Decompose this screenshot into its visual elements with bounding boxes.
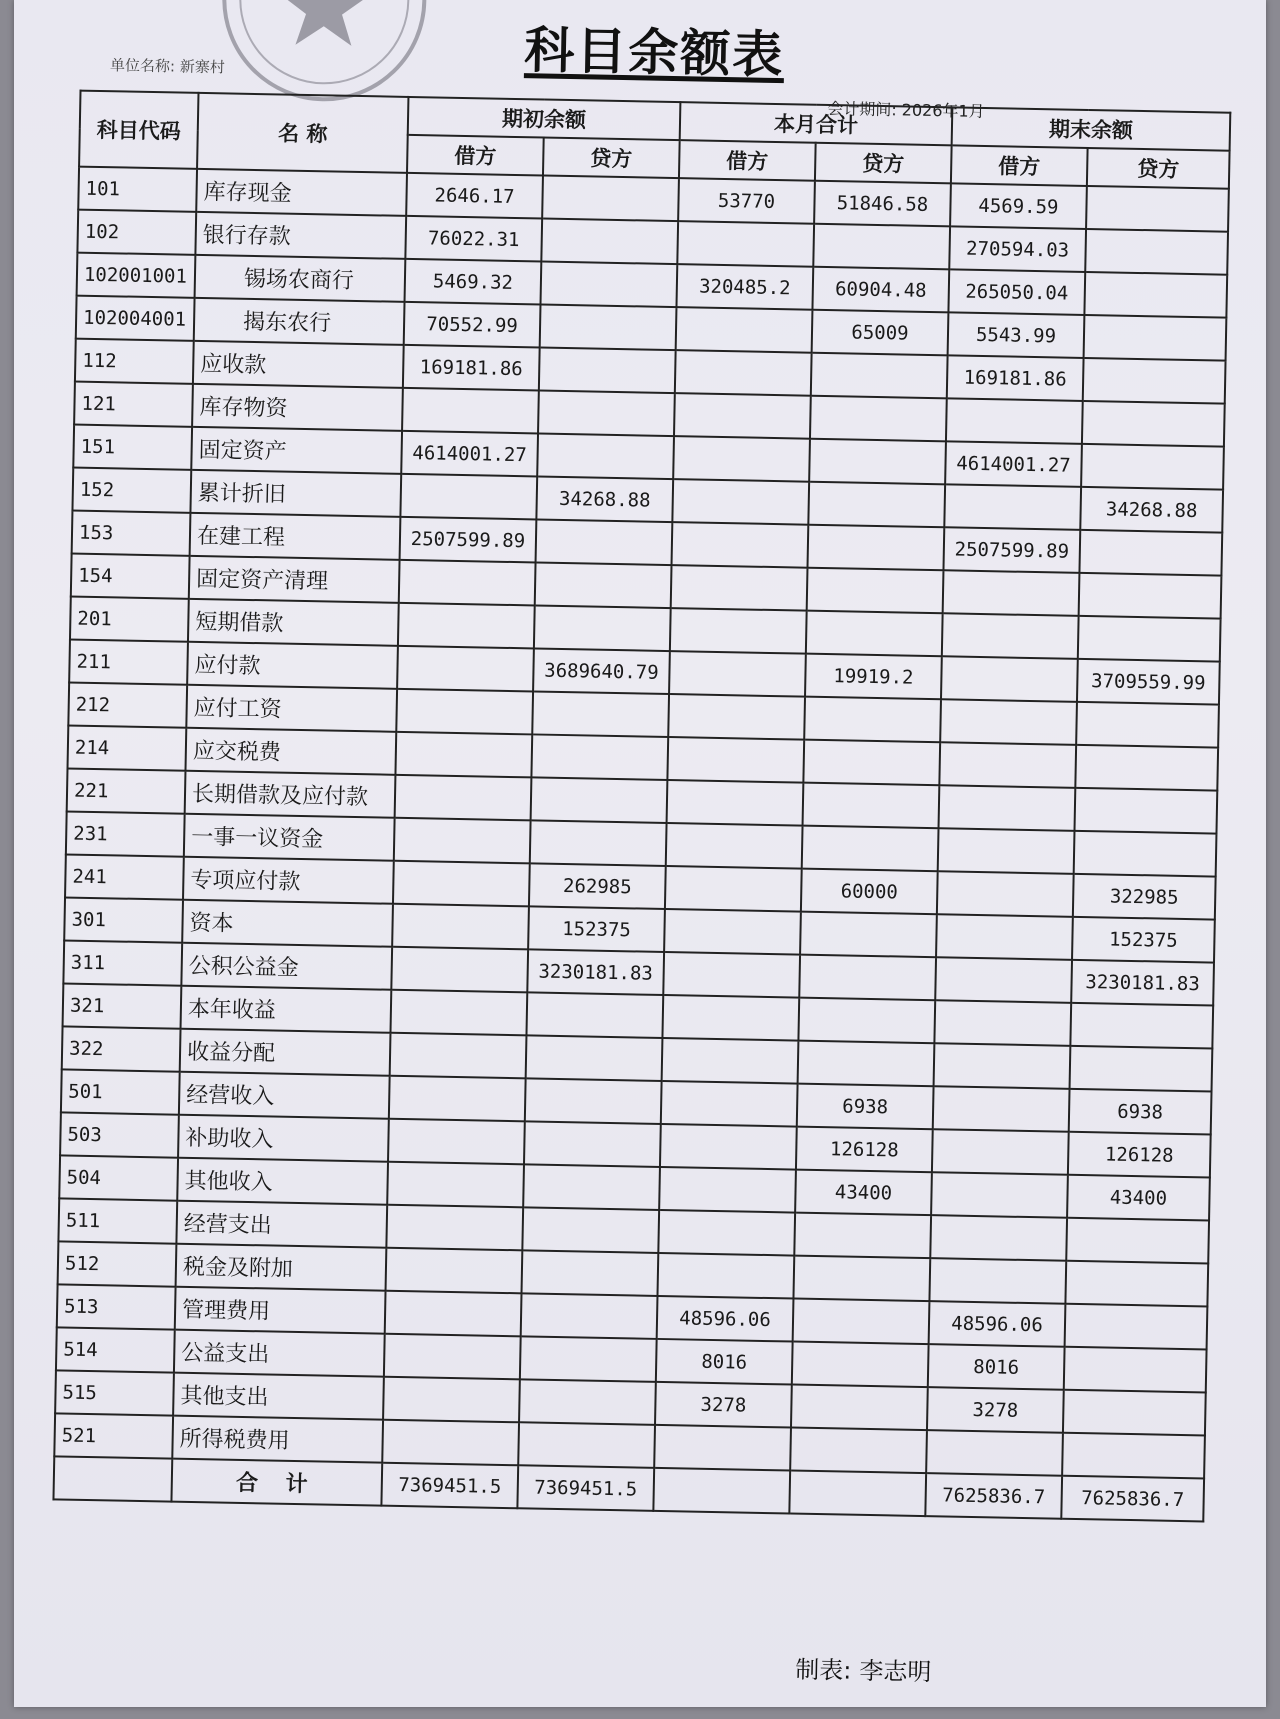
account-name: 专项应付款 xyxy=(183,857,394,904)
closing-debit xyxy=(943,570,1080,616)
opening-credit xyxy=(540,262,677,308)
month-debit xyxy=(675,350,812,396)
month-debit xyxy=(662,1038,799,1084)
opening-credit xyxy=(524,1121,661,1167)
closing-debit: 2507599.89 xyxy=(943,527,1080,573)
account-name: 公益支出 xyxy=(174,1330,385,1377)
account-name: 资本 xyxy=(182,900,393,947)
month-debit: 8016 xyxy=(656,1339,793,1385)
closing-credit: 43400 xyxy=(1067,1175,1210,1221)
closing-credit: 34268.88 xyxy=(1080,487,1223,533)
opening-debit: 2646.17 xyxy=(406,173,543,219)
opening-debit xyxy=(388,1119,525,1165)
opening-credit xyxy=(540,304,677,350)
month-debit xyxy=(661,1081,798,1127)
opening-credit xyxy=(534,605,671,651)
account-name: 累计折旧 xyxy=(190,470,401,517)
account-name: 本年收益 xyxy=(181,986,392,1033)
account-code: 152 xyxy=(72,468,191,513)
account-name: 管理费用 xyxy=(175,1287,386,1334)
closing-credit xyxy=(1062,1433,1205,1479)
opening-debit xyxy=(389,1076,526,1122)
month-debit xyxy=(660,1124,797,1170)
month-debit xyxy=(659,1167,796,1213)
opening-debit xyxy=(395,775,532,821)
opening-credit xyxy=(531,777,668,823)
closing-debit xyxy=(934,1043,1071,1089)
opening-debit: 70552.99 xyxy=(404,302,541,348)
closing-debit: 8016 xyxy=(928,1344,1065,1390)
opening-credit xyxy=(522,1250,659,1296)
closing-credit xyxy=(1065,1304,1208,1350)
closing-debit xyxy=(939,785,1076,831)
account-code: 322 xyxy=(62,1026,181,1071)
opening-credit: 3689640.79 xyxy=(533,648,670,694)
opening-debit xyxy=(385,1291,522,1337)
account-name: 锡场农商行 xyxy=(195,255,406,302)
closing-credit xyxy=(1066,1218,1209,1264)
opening-credit: 34268.88 xyxy=(536,476,673,522)
month-credit xyxy=(808,482,945,528)
total-month-credit xyxy=(789,1471,926,1517)
month-debit xyxy=(665,866,802,912)
total-closing-credit: 7625836.7 xyxy=(1061,1476,1204,1522)
account-code: 211 xyxy=(69,640,188,685)
header-code: 科目代码 xyxy=(79,91,198,169)
opening-credit xyxy=(536,519,673,565)
month-credit xyxy=(798,998,935,1044)
opening-credit xyxy=(521,1293,658,1339)
opening-credit xyxy=(537,433,674,479)
account-name: 所得税费用 xyxy=(172,1416,383,1463)
month-credit: 65009 xyxy=(812,310,949,356)
opening-debit xyxy=(383,1377,520,1423)
month-credit xyxy=(798,1041,935,1087)
closing-credit: 152375 xyxy=(1072,917,1215,963)
closing-debit xyxy=(939,742,1076,788)
closing-credit xyxy=(1082,401,1225,447)
closing-debit xyxy=(940,699,1077,745)
account-name: 揭东农行 xyxy=(194,298,405,345)
month-credit xyxy=(803,740,940,786)
preparer-label: 制表: xyxy=(795,1655,852,1685)
opening-debit xyxy=(384,1334,521,1380)
opening-credit xyxy=(541,219,678,265)
account-code: 512 xyxy=(58,1241,177,1286)
account-code: 102004001 xyxy=(76,296,195,341)
closing-credit xyxy=(1065,1261,1208,1307)
closing-credit xyxy=(1079,573,1222,619)
closing-credit xyxy=(1063,1390,1206,1436)
account-code: 515 xyxy=(55,1370,174,1415)
closing-debit xyxy=(938,828,1075,874)
closing-debit xyxy=(942,613,1079,659)
closing-debit xyxy=(933,1086,1070,1132)
month-credit xyxy=(807,568,944,614)
account-code: 121 xyxy=(74,382,193,427)
opening-debit xyxy=(394,818,531,864)
total-label: 合 计 xyxy=(171,1459,382,1506)
total-opening-credit: 7369451.5 xyxy=(517,1465,654,1511)
opening-debit: 76022.31 xyxy=(405,216,542,262)
month-credit xyxy=(800,912,937,958)
closing-credit xyxy=(1085,229,1228,275)
opening-credit xyxy=(523,1164,660,1210)
month-debit xyxy=(674,393,811,439)
account-name: 其他支出 xyxy=(173,1373,384,1420)
opening-credit: 262985 xyxy=(529,863,666,909)
account-name: 补助收入 xyxy=(178,1115,389,1162)
month-debit xyxy=(658,1210,795,1256)
month-credit xyxy=(811,353,948,399)
account-code: 513 xyxy=(57,1284,176,1329)
total-closing-debit: 7625836.7 xyxy=(925,1473,1062,1519)
total-month-debit xyxy=(653,1468,790,1514)
opening-debit xyxy=(397,646,534,692)
month-credit xyxy=(792,1342,929,1388)
account-name: 公积公益金 xyxy=(181,943,392,990)
opening-debit xyxy=(395,732,532,778)
month-credit xyxy=(809,439,946,485)
month-credit xyxy=(790,1428,927,1474)
account-name: 税金及附加 xyxy=(176,1244,387,1291)
opening-credit: 3230181.83 xyxy=(527,949,664,995)
opening-credit xyxy=(539,347,676,393)
closing-debit xyxy=(931,1172,1068,1218)
header-closing: 期末余额 xyxy=(952,107,1231,150)
account-code: 241 xyxy=(65,854,184,899)
opening-debit xyxy=(386,1248,523,1294)
month-debit xyxy=(670,608,807,654)
closing-debit: 270594.03 xyxy=(949,226,1086,272)
account-name: 长期借款及应付款 xyxy=(185,771,396,818)
opening-debit xyxy=(387,1162,524,1208)
month-credit xyxy=(793,1256,930,1302)
account-name: 应收款 xyxy=(193,341,404,388)
closing-debit xyxy=(937,871,1074,917)
opening-debit: 4614001.27 xyxy=(401,431,538,477)
account-code: 301 xyxy=(64,897,183,942)
closing-credit xyxy=(1070,1046,1213,1092)
opening-debit: 169181.86 xyxy=(403,345,540,391)
opening-credit xyxy=(535,562,672,608)
opening-debit xyxy=(402,388,539,434)
opening-credit xyxy=(532,691,669,737)
closing-credit: 3230181.83 xyxy=(1071,960,1214,1006)
closing-debit: 3278 xyxy=(927,1387,1064,1433)
account-name: 库存物资 xyxy=(192,384,403,431)
account-code: 154 xyxy=(71,554,190,599)
opening-credit: 152375 xyxy=(528,906,665,952)
account-name: 应交税费 xyxy=(185,728,396,775)
account-code: 514 xyxy=(56,1327,175,1372)
opening-debit xyxy=(392,904,529,950)
month-debit xyxy=(662,995,799,1041)
month-credit: 60904.48 xyxy=(812,267,949,313)
opening-debit xyxy=(400,474,537,520)
closing-debit xyxy=(934,1000,1071,1046)
month-debit xyxy=(664,909,801,955)
month-debit xyxy=(671,565,808,611)
header-opening-credit: 贷方 xyxy=(543,138,680,179)
closing-credit xyxy=(1064,1347,1207,1393)
account-name: 库存现金 xyxy=(196,169,407,216)
account-code: 511 xyxy=(58,1198,177,1243)
account-name: 固定资产 xyxy=(191,427,402,474)
account-code: 501 xyxy=(61,1069,180,1114)
month-credit xyxy=(804,697,941,743)
header-closing-debit: 借方 xyxy=(951,145,1088,186)
month-credit: 6938 xyxy=(797,1084,934,1130)
account-name: 银行存款 xyxy=(195,212,406,259)
closing-debit xyxy=(944,484,1081,530)
opening-credit xyxy=(538,390,675,436)
account-name: 收益分配 xyxy=(180,1029,391,1076)
account-code: 101 xyxy=(78,167,197,212)
month-credit: 60000 xyxy=(801,869,938,915)
account-code: 311 xyxy=(63,940,182,985)
month-debit xyxy=(669,651,806,697)
closing-credit xyxy=(1074,831,1217,877)
closing-credit xyxy=(1081,444,1224,490)
header-month-credit: 贷方 xyxy=(815,143,952,184)
month-debit: 53770 xyxy=(678,178,815,224)
month-debit xyxy=(677,221,814,267)
opening-credit xyxy=(531,734,668,780)
month-debit xyxy=(672,522,809,568)
month-debit xyxy=(657,1253,794,1299)
closing-credit xyxy=(1084,315,1227,361)
closing-credit xyxy=(1070,1003,1213,1049)
month-credit xyxy=(803,783,940,829)
closing-debit xyxy=(929,1258,1066,1304)
opening-credit xyxy=(522,1207,659,1253)
account-code: 231 xyxy=(66,811,185,856)
closing-credit xyxy=(1083,358,1226,404)
opening-credit xyxy=(530,820,667,866)
closing-credit xyxy=(1079,530,1222,576)
month-credit xyxy=(791,1385,928,1431)
month-credit xyxy=(813,224,950,270)
opening-debit: 5469.32 xyxy=(405,259,542,305)
preparer xyxy=(787,1649,932,1687)
opening-credit xyxy=(525,1078,662,1124)
closing-credit: 3709559.99 xyxy=(1077,659,1220,705)
closing-credit xyxy=(1084,272,1227,318)
closing-debit xyxy=(941,656,1078,702)
account-code: 212 xyxy=(68,683,187,728)
account-name: 经营收入 xyxy=(179,1072,390,1119)
month-debit: 3278 xyxy=(655,1382,792,1428)
header-month: 本月合计 xyxy=(680,102,953,145)
opening-credit xyxy=(519,1379,656,1425)
month-debit xyxy=(673,436,810,482)
account-name: 固定资产清理 xyxy=(189,556,400,603)
month-debit xyxy=(667,780,804,826)
opening-debit xyxy=(393,861,530,907)
total-opening-debit: 7369451.5 xyxy=(381,1463,518,1509)
unit-name: 单位名称: 新寨村 xyxy=(109,56,225,77)
document-title: 科目余额表 xyxy=(523,21,785,85)
closing-credit: 126128 xyxy=(1068,1132,1211,1178)
closing-credit xyxy=(1078,616,1221,662)
opening-credit xyxy=(542,176,679,222)
opening-debit: 2507599.89 xyxy=(400,517,537,563)
table-body xyxy=(54,167,1229,1479)
closing-debit: 4569.59 xyxy=(950,183,1087,229)
closing-credit: 322985 xyxy=(1073,874,1216,920)
account-name: 应付工资 xyxy=(186,685,397,732)
account-name: 短期借款 xyxy=(188,599,399,646)
month-debit xyxy=(654,1425,791,1471)
closing-debit xyxy=(932,1129,1069,1175)
closing-debit: 265050.04 xyxy=(948,269,1085,315)
month-credit xyxy=(799,955,936,1001)
opening-credit xyxy=(526,992,663,1038)
account-code: 321 xyxy=(63,983,182,1028)
header-closing-credit: 贷方 xyxy=(1087,148,1230,189)
month-credit xyxy=(802,826,939,872)
account-code: 201 xyxy=(70,597,189,642)
month-credit xyxy=(810,396,947,442)
opening-debit xyxy=(386,1205,523,1251)
month-debit xyxy=(667,737,804,783)
closing-debit: 5543.99 xyxy=(948,312,1085,358)
opening-debit xyxy=(390,990,527,1036)
month-debit xyxy=(668,694,805,740)
month-credit xyxy=(807,525,944,571)
balance-table xyxy=(52,90,1231,1523)
closing-debit xyxy=(926,1430,1063,1476)
closing-credit xyxy=(1076,702,1219,748)
account-code: 504 xyxy=(59,1155,178,1200)
month-credit: 51846.58 xyxy=(814,181,951,227)
account-name: 其他收入 xyxy=(177,1158,388,1205)
account-code: 102001001 xyxy=(77,253,196,298)
month-credit xyxy=(793,1299,930,1345)
opening-debit xyxy=(398,603,535,649)
closing-debit xyxy=(935,957,1072,1003)
closing-debit: 48596.06 xyxy=(929,1301,1066,1347)
header-opening: 期初余额 xyxy=(408,97,681,140)
month-debit xyxy=(672,479,809,525)
month-credit: 43400 xyxy=(795,1170,932,1216)
opening-debit xyxy=(396,689,533,735)
opening-debit xyxy=(382,1420,519,1466)
opening-debit xyxy=(391,947,528,993)
opening-credit xyxy=(518,1422,655,1468)
header-name: 名 称 xyxy=(197,93,408,173)
preparer-name: 李志明 xyxy=(859,1656,932,1687)
closing-debit xyxy=(930,1215,1067,1261)
account-code: 503 xyxy=(60,1112,179,1157)
closing-debit xyxy=(946,398,1083,444)
closing-debit: 4614001.27 xyxy=(945,441,1082,487)
month-debit: 320485.2 xyxy=(676,264,813,310)
account-name: 在建工程 xyxy=(190,513,401,560)
account-code: 112 xyxy=(75,339,194,384)
month-debit xyxy=(666,823,803,869)
closing-credit xyxy=(1075,745,1218,791)
opening-debit xyxy=(390,1033,527,1079)
opening-credit xyxy=(520,1336,657,1382)
account-name: 一事一议资金 xyxy=(184,814,395,861)
account-name: 经营支出 xyxy=(176,1201,387,1248)
month-credit xyxy=(806,611,943,657)
account-code: 221 xyxy=(67,769,186,814)
month-debit xyxy=(676,307,813,353)
account-code: 151 xyxy=(73,425,192,470)
closing-debit: 169181.86 xyxy=(947,355,1084,401)
account-code: 153 xyxy=(72,511,191,556)
account-code: 521 xyxy=(54,1413,173,1458)
closing-credit xyxy=(1074,788,1217,834)
account-name: 应付款 xyxy=(187,642,398,689)
closing-credit xyxy=(1086,186,1229,232)
header-opening-debit: 借方 xyxy=(407,135,544,176)
closing-credit: 6938 xyxy=(1069,1089,1212,1135)
month-credit xyxy=(794,1213,931,1259)
closing-debit xyxy=(936,914,1073,960)
opening-credit xyxy=(526,1035,663,1081)
header-month-debit: 借方 xyxy=(679,140,816,181)
accounting-period: 会计期间: 2026年1月 xyxy=(827,98,985,121)
opening-debit xyxy=(399,560,536,606)
month-credit: 126128 xyxy=(796,1127,933,1173)
month-credit: 19919.2 xyxy=(805,654,942,700)
account-code: 102 xyxy=(77,210,196,255)
account-code: 214 xyxy=(68,726,187,771)
month-debit xyxy=(663,952,800,998)
total-code-cell xyxy=(53,1456,172,1501)
month-debit: 48596.06 xyxy=(657,1296,794,1342)
